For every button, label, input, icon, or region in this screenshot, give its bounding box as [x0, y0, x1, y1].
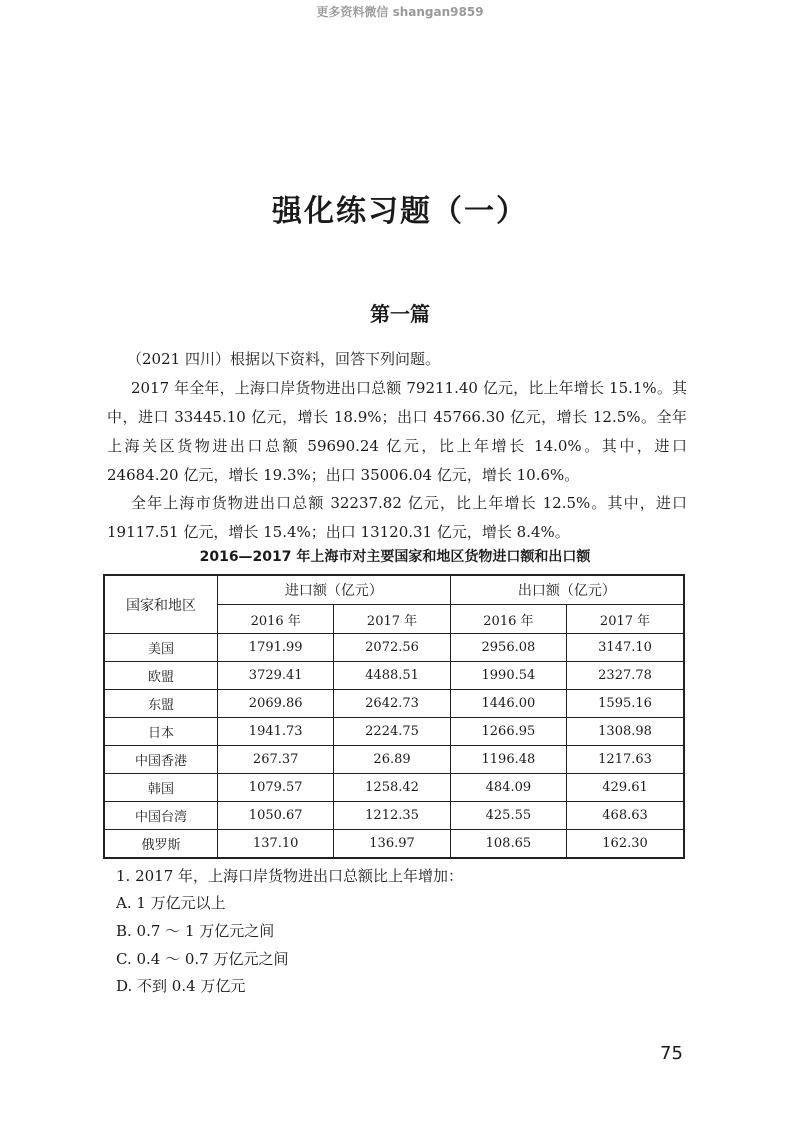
cell-export-2016: 108.65	[450, 830, 566, 859]
header-import: 进口额（亿元）	[218, 575, 451, 605]
table-row	[104, 746, 684, 774]
row-name: 韩国	[104, 774, 218, 802]
header-import-2016: 2016 年	[218, 605, 334, 634]
material-paragraph-2: 全年上海市货物进出口总额 32237.82 亿元，比上年增长 12.5%。其中，进口 19117.51 亿元，增长 15.4%；出口 13120.31 亿元，增长 8.4%。	[107, 494, 687, 541]
cell-export-2016: 2956.08	[450, 634, 566, 662]
row-name: 日本	[104, 718, 218, 746]
cell-import-2017: 1258.42	[334, 774, 450, 802]
cell-import-2016: 1079.57	[218, 774, 334, 802]
cell-export-2017: 2327.78	[567, 662, 684, 690]
cell-export-2016: 425.55	[450, 802, 566, 830]
cell-export-2017: 1308.98	[567, 718, 684, 746]
row-name: 中国香港	[104, 746, 218, 774]
cell-import-2016: 267.37	[218, 746, 334, 774]
cell-import-2016: 137.10	[218, 830, 334, 859]
row-name: 欧盟	[104, 662, 218, 690]
cell-import-2017: 2072.56	[334, 634, 450, 662]
cell-import-2016: 1050.67	[218, 802, 334, 830]
option-d[interactable]: D. 不到 0.4 万亿元	[116, 977, 246, 995]
table-caption: 2016—2017 年上海市对主要国家和地区货物进口额和出口额	[199, 549, 591, 565]
cell-export-2017: 429.61	[567, 774, 684, 802]
table-row	[104, 690, 684, 718]
cell-export-2016: 1446.00	[450, 690, 566, 718]
cell-import-2016: 3729.41	[218, 662, 334, 690]
cell-import-2017: 4488.51	[334, 662, 450, 690]
cell-export-2017: 468.63	[567, 802, 684, 830]
header-import-2017: 2017 年	[334, 605, 450, 634]
header-export-2017: 2017 年	[567, 605, 684, 634]
option-a[interactable]: A. 1 万亿元以上	[116, 894, 226, 912]
cell-export-2017: 1595.16	[567, 690, 684, 718]
cell-export-2017: 162.30	[567, 830, 684, 859]
row-name: 美国	[104, 634, 218, 662]
cell-export-2016: 1196.48	[450, 746, 566, 774]
cell-import-2017: 1212.35	[334, 802, 450, 830]
table-row	[104, 718, 684, 746]
row-name: 中国台湾	[104, 802, 218, 830]
header-export-2016: 2016 年	[450, 605, 566, 634]
row-name: 俄罗斯	[104, 830, 218, 859]
intro-paragraph: （2021 四川）根据以下资料，回答下列问题。	[127, 350, 440, 368]
cell-export-2017: 1217.63	[567, 746, 684, 774]
trade-table	[103, 574, 685, 859]
table-row	[104, 774, 684, 802]
watermark: 更多资料微信 shangan9859	[316, 5, 484, 19]
cell-import-2017: 2642.73	[334, 690, 450, 718]
material-paragraph-1: 2017 年全年，上海口岸货物进出口总额 79211.40 亿元，比上年增长 15.1%。其中，进口 33445.10 亿元，增长 18.9%；出口 45766.30 亿元，增长 12.5%。全年上海关区货物进出口总额 59690.24 亿元，比上年增长 14.0%。其中，进口 24684.20 亿元，增长 19.3%；出口 35006.04 亿元，增长 10.6%。	[107, 379, 687, 484]
cell-export-2016: 1266.95	[450, 718, 566, 746]
page-title: 强化练习题（一）	[272, 194, 528, 229]
cell-export-2016: 484.09	[450, 774, 566, 802]
table-row	[104, 662, 684, 690]
cell-import-2016: 1941.73	[218, 718, 334, 746]
cell-import-2016: 1791.99	[218, 634, 334, 662]
cell-import-2017: 2224.75	[334, 718, 450, 746]
cell-import-2016: 2069.86	[218, 690, 334, 718]
cell-export-2017: 3147.10	[567, 634, 684, 662]
cell-import-2017: 136.97	[334, 830, 450, 859]
table-row	[104, 802, 684, 830]
option-c[interactable]: C. 0.4 ～ 0.7 万亿元之间	[116, 950, 289, 968]
cell-export-2016: 1990.54	[450, 662, 566, 690]
question-stem: 1. 2017 年，上海口岸货物进出口总额比上年增加：	[116, 867, 464, 885]
option-b[interactable]: B. 0.7 ～ 1 万亿元之间	[116, 922, 275, 940]
table-header-row	[104, 575, 684, 605]
table-row	[104, 830, 684, 859]
header-corner: 国家和地区	[104, 575, 218, 634]
section-heading: 第一篇	[370, 302, 430, 326]
row-name: 东盟	[104, 690, 218, 718]
table-row	[104, 634, 684, 662]
page-number: 75	[660, 1043, 683, 1064]
cell-import-2017: 26.89	[334, 746, 450, 774]
header-export: 出口额（亿元）	[450, 575, 684, 605]
